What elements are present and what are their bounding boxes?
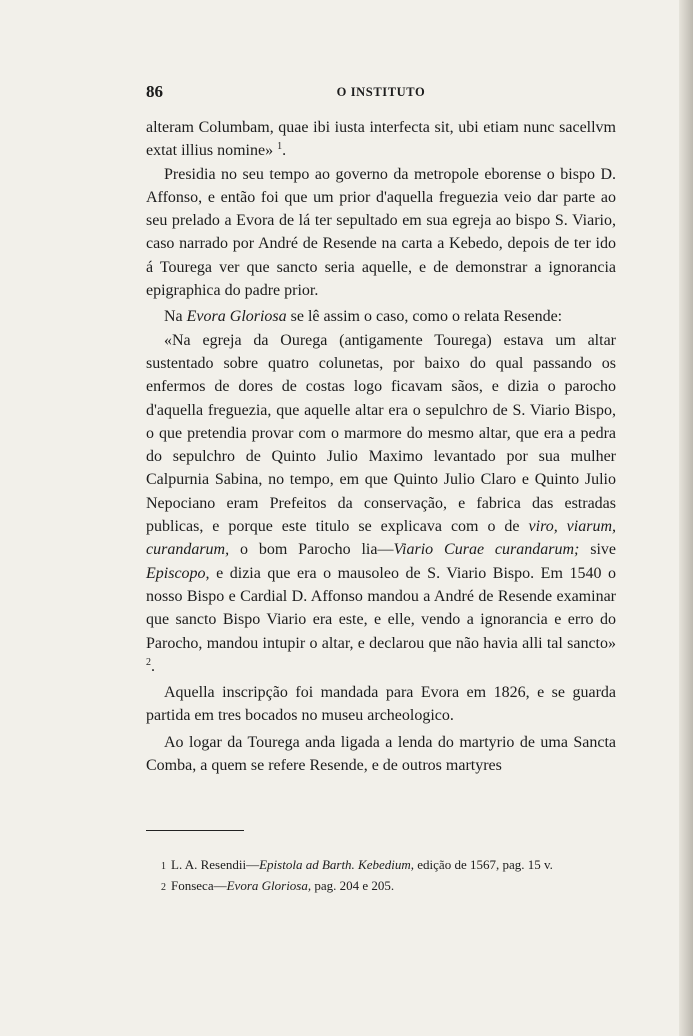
footnote-1: 1 L. A. Resendii—Epistola ad Barth. Kebedium, edição de 1567, pag. 15 v.	[161, 857, 553, 872]
paragraph-1: alteram Columbam, quae ibi iusta interfecta sit, ubi etiam nunc sacellvm extat illius nomine» $^1$.	[146, 119, 616, 160]
paragraph-3: Na Evora Gloriosa se lê assim o caso, como o relata Resende:	[164, 308, 563, 326]
running-header	[146, 82, 616, 102]
body-text	[146, 116, 616, 777]
footnote-2: 2 Fonseca—Evora Gloriosa, pag. 204 e 205.	[161, 878, 395, 893]
footnote-ref-1: 1	[277, 141, 283, 153]
footnote-separator	[146, 830, 244, 831]
running-title: O INSTITUTO	[336, 85, 426, 99]
page-number: 86	[146, 82, 163, 101]
footnotes	[161, 855, 631, 897]
book-title-evora-gloriosa: Evora Gloriosa	[186, 308, 287, 326]
page-edge-shadow	[679, 0, 693, 1036]
paragraph-2: Presidia no seu tempo ao governo da metropole eborense o bispo D. Affonso, e então foi que um prior d'aquella freguezia veio dar parte ao seu prelado a Evora de lá ter sepultado em sua egreja ao bispo S. Viario, caso narrado por André de Resende na carta a Kebedo, depois de ter ido á Tourega ver que sancto seria aquelle, e de demonstrar a ignorancia epigraphica do padre prior.	[146, 165, 616, 300]
footnote-ref-2: 2	[146, 656, 151, 668]
paragraph-quote: «Na egreja da Ourega (antigamente Tourega) estava um altar sustentado sobre quatro colunetas, por baixo do qual passando os enfermos de dores de costas logo ficavam sãos, e dizia o parocho d'aquella freguezia, que aquelle altar era o sepulchro de S. Viario Bispo, o que pretendia provar com o marmore do mesmo altar, que era a pedra do sepulchro de Quinto Julio Maximo levantado por sua mulher Calpurnia Sabina, no tempo, em que Quinto Julio Claro e Quinto Julio Nepociano eram Prefeitos da conservação, e fabrica das estradas publicas, e porque este titulo se explicava com o de viro, viarum, curandarum, o bom Parocho lia—Viario Curae curandarum; sive Episcopo, e dizia que era o mausoleo de S. Viario Bispo. Em 1540 o nosso Bispo e Cardial D. Affonso mandou a André de Resende examinar que sancto Bispo Viario era este, e elle, vendo a ignorancia e erro do Parocho, mandou intupir o altar, e declarou que não havia alli tal sancto» $^2$.	[146, 331, 617, 675]
paragraph-5: Aquella inscripção foi mandada para Evora em 1826, e se guarda partida em tres bocados no museu archeologico.	[146, 684, 616, 725]
paragraph-6: Ao logar da Tourega anda ligada a lenda do martyrio de uma Sancta Comba, a quem se refere Resende, e de outros martyres	[146, 733, 616, 775]
